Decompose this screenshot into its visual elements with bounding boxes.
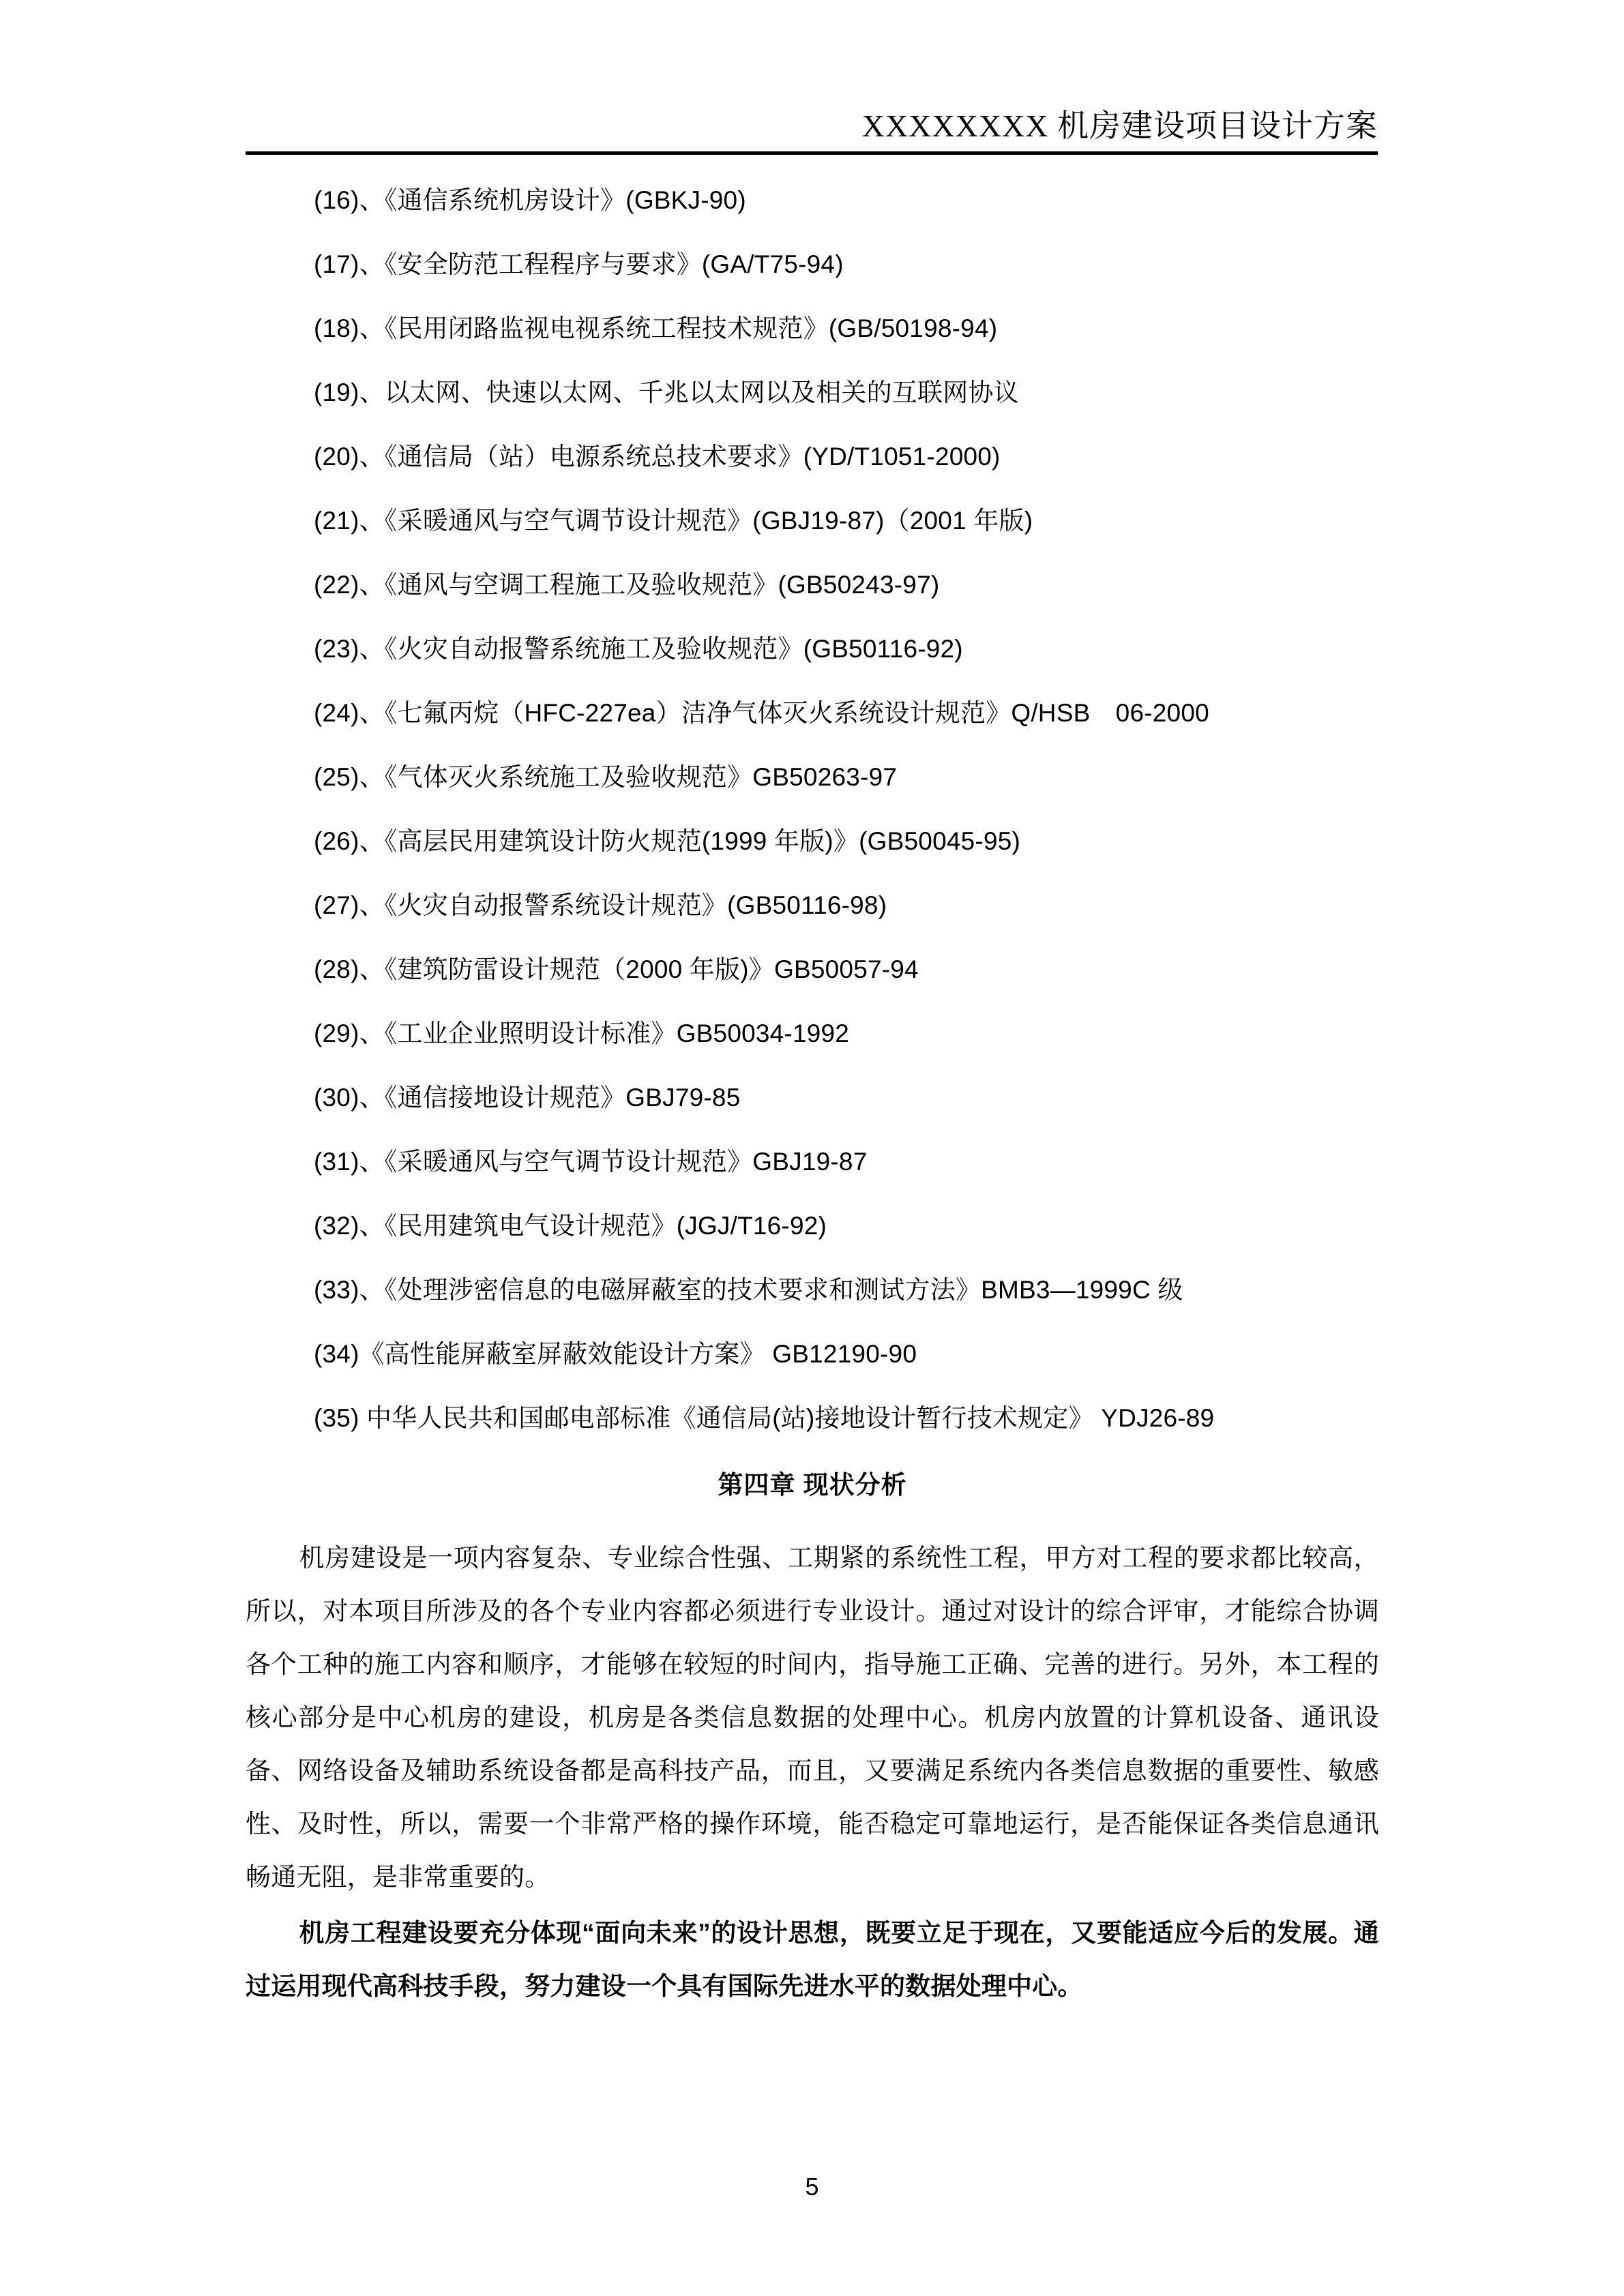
list-item: (31)、《采暖通风与空气调节设计规范》GBJ19-87 [314, 1148, 868, 1176]
header-title: XXXXXXXX 机房建设项目设计方案 [861, 108, 1378, 143]
header-divider [246, 151, 1378, 155]
list-item: (21)、《采暖通风与空气调节设计规范》(GBJ19-87)（2001 年版) [314, 507, 1033, 535]
list-item: (28)、《建筑防雷设计规范（2000 年版)》GB50057-94 [314, 955, 919, 983]
chapter-heading: 第四章 现状分析 [718, 1471, 907, 1499]
list-item: (32)、《民用建筑电气设计规范》(JGJ/T16-92) [314, 1212, 827, 1240]
list-item: (23)、《火灾自动报警系统施工及验收规范》(GB50116-92) [314, 635, 963, 663]
body-paragraph-text: 机房建设是一项内容复杂、专业综合性强、工期紧的系统性工程，甲方对工程的要求都比较高，所以，对本项目所涉及的各个专业内容都必须进行专业设计。通过对设计的综合评审，才能综合协调各个工种的施工内容和顺序，才能够在较短的时间内，指导施工正确、完善的进行。另外，本工程的核心部分是中心机房的建设，机房是各类信息数据的处理中心。机房内放置的计算机设备、通讯设备、网络设备及辅助系统设备都是高科技产品，而且，又要满足系统内各类信息数据的重要性、敏感性、及时性，所以，需要一个非常严格的操作环境，能否稳定可靠地运行，是否能保证各类信息通讯畅通无阻，是非常重要的。 [246, 1544, 1379, 1891]
list-item: (18)、《民用闭路监视电视系统工程技术规范》(GB/50198-94) [314, 314, 998, 342]
list-item: (35) 中华人民共和国邮电部标准《通信局(站)接地设计暂行技术规定》 YDJ26-89 [314, 1404, 1215, 1432]
list-item: (17)、《安全防范工程程序与要求》(GA/T75-94) [314, 250, 844, 278]
body-paragraph [246, 1532, 1379, 1904]
list-item: (30)、《通信接地设计规范》GBJ79-85 [314, 1084, 741, 1112]
list-item: (29)、《工业企业照明设计标准》GB50034-1992 [314, 1019, 850, 1047]
list-item: (24)、《七氟丙烷（HFC-227ea）洁净气体灭火系统设计规范》Q/HSB 06-2000 [314, 699, 1209, 727]
list-item: (16)、《通信系统机房设计》(GBKJ-90) [314, 186, 746, 214]
list-item: (33)、《处理涉密信息的电磁屏蔽室的技术要求和测试方法》BMB3—1999C 级 [314, 1276, 1183, 1304]
reference-list [246, 185, 1379, 1433]
conclusion-paragraph-text: 机房工程建设要充分体现“面向未来”的设计思想，既要立足于现在，又要能适应今后的发展。通过运用现代高科技手段，努力建设一个具有国际先进水平的数据处理中心。 [246, 1919, 1379, 2000]
list-item: (20)、《通信局（站）电源系统总技术要求》(YD/T1051-2000) [314, 443, 1001, 471]
list-item: (25)、《气体灭火系统施工及验收规范》GB50263-97 [314, 763, 898, 791]
conclusion-paragraph [246, 1907, 1379, 2013]
list-item: (19)、以太网、快速以太网、千兆以太网以及相关的互联网协议 [314, 378, 1019, 406]
document-body [246, 185, 1379, 2013]
list-item: (22)、《通风与空调工程施工及验收规范》(GB50243-97) [314, 571, 940, 599]
page-number: 5 [805, 2173, 819, 2201]
list-item: (27)、《火灾自动报警系统设计规范》(GB50116-98) [314, 891, 887, 919]
list-item: (34)《高性能屏蔽室屏蔽效能设计方案》 GB12190-90 [314, 1340, 917, 1368]
list-item: (26)、《高层民用建筑设计防火规范(1999 年版)》(GB50045-95) [314, 827, 1020, 855]
